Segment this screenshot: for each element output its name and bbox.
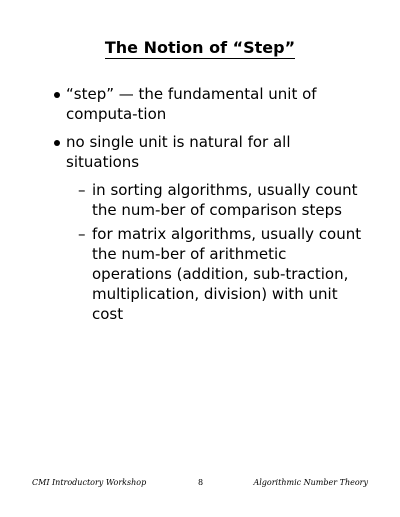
bullet-text: “step” — the fundamental unit of computa-tion bbox=[66, 85, 317, 123]
bullet-item bbox=[54, 132, 364, 324]
bullet-list bbox=[54, 84, 364, 332]
dash-icon: – bbox=[78, 225, 86, 243]
footer-left: CMI Introductory Workshop bbox=[32, 478, 147, 487]
bullet-item bbox=[54, 84, 364, 124]
bullet-text: no single unit is natural for all situations bbox=[66, 133, 291, 171]
sub-bullet-text: for matrix algorithms, usually count the num-ber of arithmetic operations (addition, sub-traction, multiplication, division) with unit cost bbox=[92, 225, 362, 323]
dash-icon: – bbox=[78, 181, 86, 199]
sub-bullet-list bbox=[66, 180, 364, 324]
sub-bullet-text: in sorting algorithms, usually count the num-ber of comparison steps bbox=[92, 181, 358, 219]
page-number: 8 bbox=[198, 478, 204, 487]
slide-title-text: The Notion of “Step” bbox=[104, 38, 296, 57]
slide-title bbox=[0, 38, 400, 57]
bullet-dot-icon bbox=[54, 92, 60, 98]
sub-bullet-item bbox=[78, 180, 364, 220]
footer-right: Algorithmic Number Theory bbox=[253, 478, 368, 487]
bullet-dot-icon bbox=[54, 140, 60, 146]
sub-bullet-item bbox=[78, 224, 364, 324]
